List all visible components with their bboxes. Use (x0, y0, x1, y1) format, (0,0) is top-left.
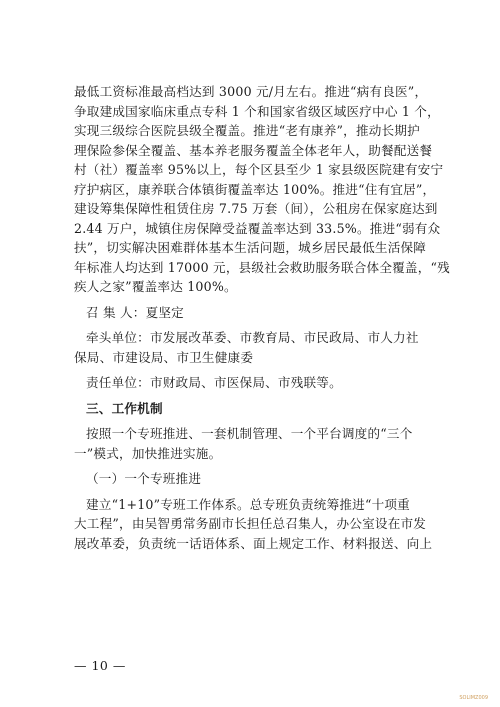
text-line: 建立“1+10”专班工作体系。总专班负责统筹推进“十项重 (86, 496, 410, 512)
text-line: 年标准人均达到 17000 元，县级社会救助服务联合体全覆盖，“残 (74, 259, 450, 275)
lead-units (74, 328, 442, 367)
text-line: 疾人之家”覆盖率达 100%。 (74, 279, 237, 294)
text-line: 2.44 万户，城镇住房保障受益覆盖率达到 33.5%。推进“弱有众 (74, 220, 441, 236)
text-line: 按照一个专班推进、一套机制管理、一个平台调度的“三个 (86, 426, 413, 441)
text-line: 疗护病区，康养联合体镇街覆盖率达 100%。推进“住有宜居”， (74, 181, 436, 197)
text-line: 村（社）覆盖率 95%以上，每个区县至少 1 家县级医院建有安宁 (74, 162, 444, 177)
text-line: 一”模式，加快推进实施。 (74, 445, 222, 461)
text-line: 最低工资标准最高档达到 3000 元/月左右。推进“病有良医”， (74, 84, 428, 99)
text-line: 建设筹集保障性租赁住房 7.75 万套（间），公租房在保家庭达到 (74, 201, 438, 216)
text-line: 保局、市建设局、市卫生健康委 (74, 349, 254, 365)
text-line: 大工程”，由吴智勇常务副市长担任总召集人，办公室设在市发 (74, 516, 427, 531)
text-line: 争取建成国家临床重点专科 1 个和国家省级区域医疗中心 1 个， (74, 103, 440, 119)
text-line: 展改革委，负责统一话语体系、面上规定工作、材料报送、向上 (74, 535, 433, 551)
section-heading: 三、工作机制 (86, 400, 163, 416)
watermark: SOLIMZ009 (459, 695, 488, 701)
text-line: 扶”，切实解决困难群体基本生活问题，城乡居民最低生活保障 (74, 240, 427, 255)
section-intro (74, 424, 442, 463)
text-line: 实现三级综合医院县级全覆盖。推进“老有康养”，推动长期护 (74, 123, 420, 138)
document-page (74, 82, 450, 553)
responsible-units: 责任单位：市财政局、市医保局、市残联等。 (86, 375, 342, 390)
text-line: 理保险参保全覆盖、基本养老服务覆盖全体老年人，助餐配送餐 (74, 142, 433, 158)
subsection-heading: （一）一个专班推进 (86, 471, 202, 486)
text-line: 牵头单位：市发展改革委、市教育局、市民政局、市人力社 (86, 330, 419, 345)
subsection-body (74, 495, 442, 554)
page-number: — 10 — (74, 658, 126, 673)
convener-line: 召 集 人：夏坚定 (86, 304, 184, 320)
paragraph-livelihood (74, 82, 450, 297)
